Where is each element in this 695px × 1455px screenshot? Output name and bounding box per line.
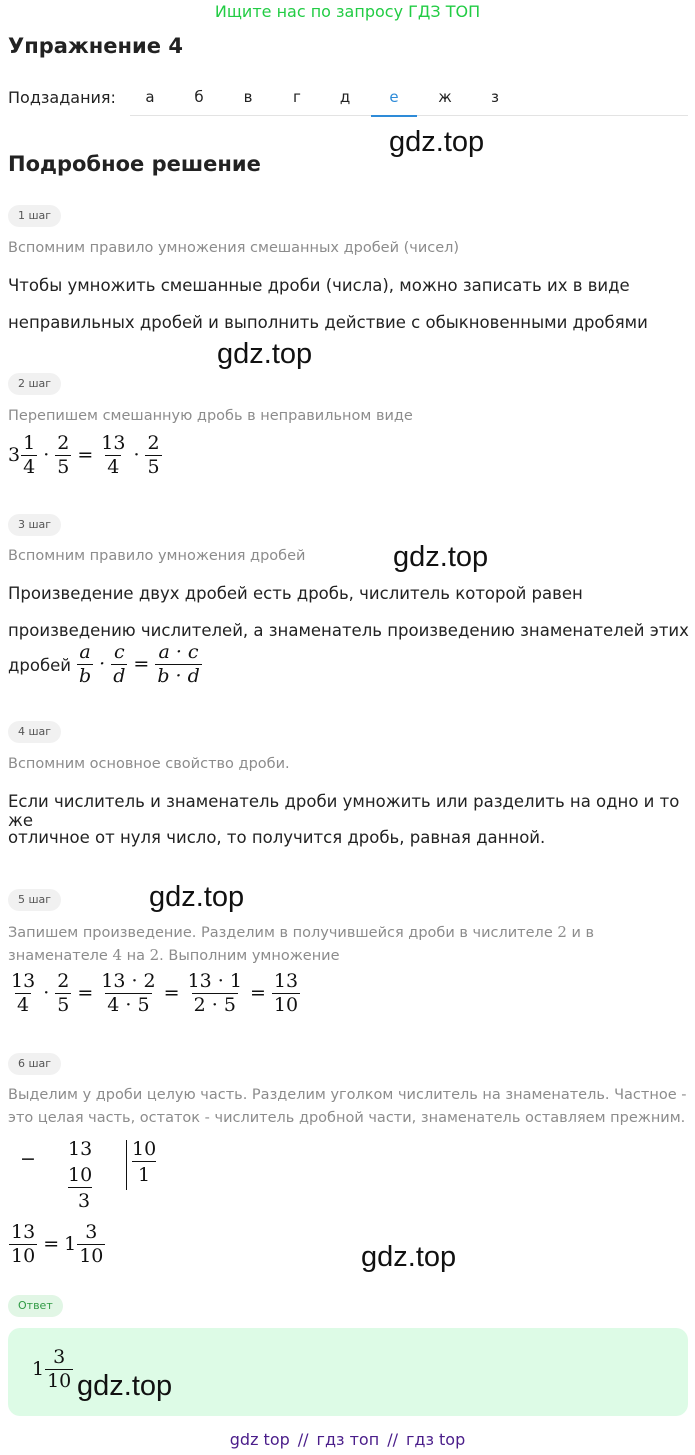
mixed-whole: 3 <box>8 444 21 466</box>
step-badge-6: 6 шаг <box>8 1053 61 1075</box>
multiply-sign: · <box>43 982 50 1004</box>
equals-sign: = <box>163 982 180 1004</box>
step-3-formula <box>76 643 203 686</box>
mixed-whole: 1 <box>32 1358 45 1380</box>
page-title: Упражнение 4 <box>8 34 183 58</box>
step-4-text-line2: отличное от нуля число, то получится дробь, равная данной. <box>8 828 546 847</box>
step-5-formula <box>8 972 301 1015</box>
division-subtrahend: 10 <box>68 1164 93 1186</box>
watermark: gdz.top <box>393 541 489 573</box>
step-2-formula <box>8 434 163 477</box>
fraction: $\frac{2}{5}$ <box>57 970 70 1016</box>
subtask-tab-g[interactable]: г <box>293 88 301 106</box>
division-bracket <box>126 1140 127 1190</box>
step-3-text-line2: произведению числителей, а знаменатель произведению знаменателей этих <box>8 621 689 640</box>
watermark: gdz.top <box>217 338 313 370</box>
fraction: $\frac{13 \cdot 2}{4 \cdot 5}$ <box>101 970 156 1016</box>
step-3-text-line1: Произведение двух дробей есть дробь, числитель которой равен <box>8 584 583 603</box>
subtask-tab-e-active[interactable]: е <box>382 88 406 106</box>
watermark: gdz.top <box>361 1241 457 1273</box>
fraction: $\frac{13}{4}$ <box>11 970 36 1016</box>
fraction: $\frac{2}{5}$ <box>147 432 160 478</box>
step-4-hint: Вспомним основное свойство дроби. <box>8 756 290 772</box>
step-1-text-line2: неправильных дробей и выполнить действие с обыкновенными дробями <box>8 313 648 332</box>
fraction: $\frac{a}{b}$ <box>79 641 92 687</box>
step-5-hint-line2: знаменателе 4 на 2. Выполним умножение <box>8 946 340 964</box>
step-5-hint: Запишем произведение. Разделим в получившейся дроби в числителе 2 и в <box>8 923 595 941</box>
division-divisor: 10 <box>132 1138 157 1160</box>
subtasks-nav <box>8 78 688 118</box>
subtask-tab-b[interactable]: б <box>194 88 204 106</box>
multiply-sign: · <box>133 444 140 466</box>
step-6-result <box>8 1223 106 1266</box>
fraction: $\frac{2}{5}$ <box>57 432 70 478</box>
multiply-sign: · <box>43 444 50 466</box>
fraction: $\frac{13}{10}$ <box>273 970 299 1016</box>
step-1-text-line1: Чтобы умножить смешанные дроби (числа), можно записать их в виде <box>8 276 630 295</box>
step-3-hint: Вспомним правило умножения дробей <box>8 548 306 564</box>
step-badge-5: 5 шаг <box>8 889 61 911</box>
step-4-text-line1: Если числитель и знаменатель дроби умножить или разделить на одно и то же <box>8 792 680 830</box>
fraction: $\frac{a \cdot c}{b \cdot d}$ <box>157 641 200 687</box>
equals-sign: = <box>77 982 94 1004</box>
equals-sign: = <box>249 982 266 1004</box>
subtask-tab-d[interactable]: д <box>339 88 351 106</box>
multiply-sign: · <box>99 653 106 675</box>
footer-link-gdz-top-ru[interactable]: гдз топ <box>316 1430 380 1449</box>
footer-separator: // <box>297 1430 309 1449</box>
step-1-hint: Вспомним правило умножения смешанных дробей (чисел) <box>8 240 460 256</box>
step-3-text-line3: дробей <box>8 656 72 675</box>
footer-link-gdz-top-mixed[interactable]: гдз top <box>405 1430 466 1449</box>
solution-title: Подробное решение <box>8 152 261 176</box>
watermark: gdz.top <box>77 1370 173 1402</box>
step-badge-2: 2 шаг <box>8 373 61 395</box>
step-badge-1: 1 шаг <box>8 205 61 227</box>
fraction: $\frac{3}{10}$ <box>47 1346 72 1392</box>
fraction: $\frac{c}{d}$ <box>113 641 126 687</box>
subtasks-label: Подзадания: <box>8 88 116 107</box>
subtask-tab-v[interactable]: в <box>243 88 253 106</box>
footer-separator: // <box>387 1430 398 1449</box>
step-badge-3: 3 шаг <box>8 514 61 536</box>
mixed-whole: 1 <box>64 1233 77 1255</box>
division-remainder: 3 <box>78 1190 91 1212</box>
equals-sign: = <box>77 444 94 466</box>
answer-value <box>32 1348 74 1391</box>
step-2-hint: Перепишем смешанную дробь в неправильном виде <box>8 408 413 424</box>
fraction: $\frac{13}{4}$ <box>101 432 126 478</box>
fraction: $\frac{3}{10}$ <box>79 1221 104 1267</box>
equals-sign: = <box>43 1233 60 1255</box>
watermark: gdz.top <box>149 881 245 913</box>
search-banner: Ищите нас по запросу ГДЗ ТОП <box>214 2 481 21</box>
subtask-tab-z[interactable]: з <box>491 88 499 106</box>
step-6-hint-line1: Выделим у дроби целую часть. Разделим уголком числитель на знаменатель. Частное - <box>8 1087 687 1103</box>
fraction: $\frac{1}{4}$ <box>23 432 36 478</box>
step-6-hint-line2: это целая часть, остаток - числитель дробной части, знаменатель оставляем прежним. <box>8 1110 686 1126</box>
subtask-tab-a[interactable]: а <box>145 88 155 106</box>
step-badge-4: 4 шаг <box>8 721 61 743</box>
division-quotient: 1 <box>138 1164 151 1186</box>
division-minus: − <box>20 1148 36 1170</box>
footer-link-gdz-top[interactable]: gdz top <box>229 1430 290 1449</box>
fraction: $\frac{13 \cdot 1}{2 \cdot 5}$ <box>187 970 242 1016</box>
subtask-tab-zh[interactable]: ж <box>438 88 452 106</box>
equals-sign: = <box>133 653 150 675</box>
watermark: gdz.top <box>389 126 485 158</box>
fraction: $\frac{13}{10}$ <box>11 1221 36 1267</box>
answer-badge: Ответ <box>8 1295 63 1317</box>
footer-links <box>0 1430 695 1449</box>
division-dividend: 13 <box>68 1138 93 1160</box>
